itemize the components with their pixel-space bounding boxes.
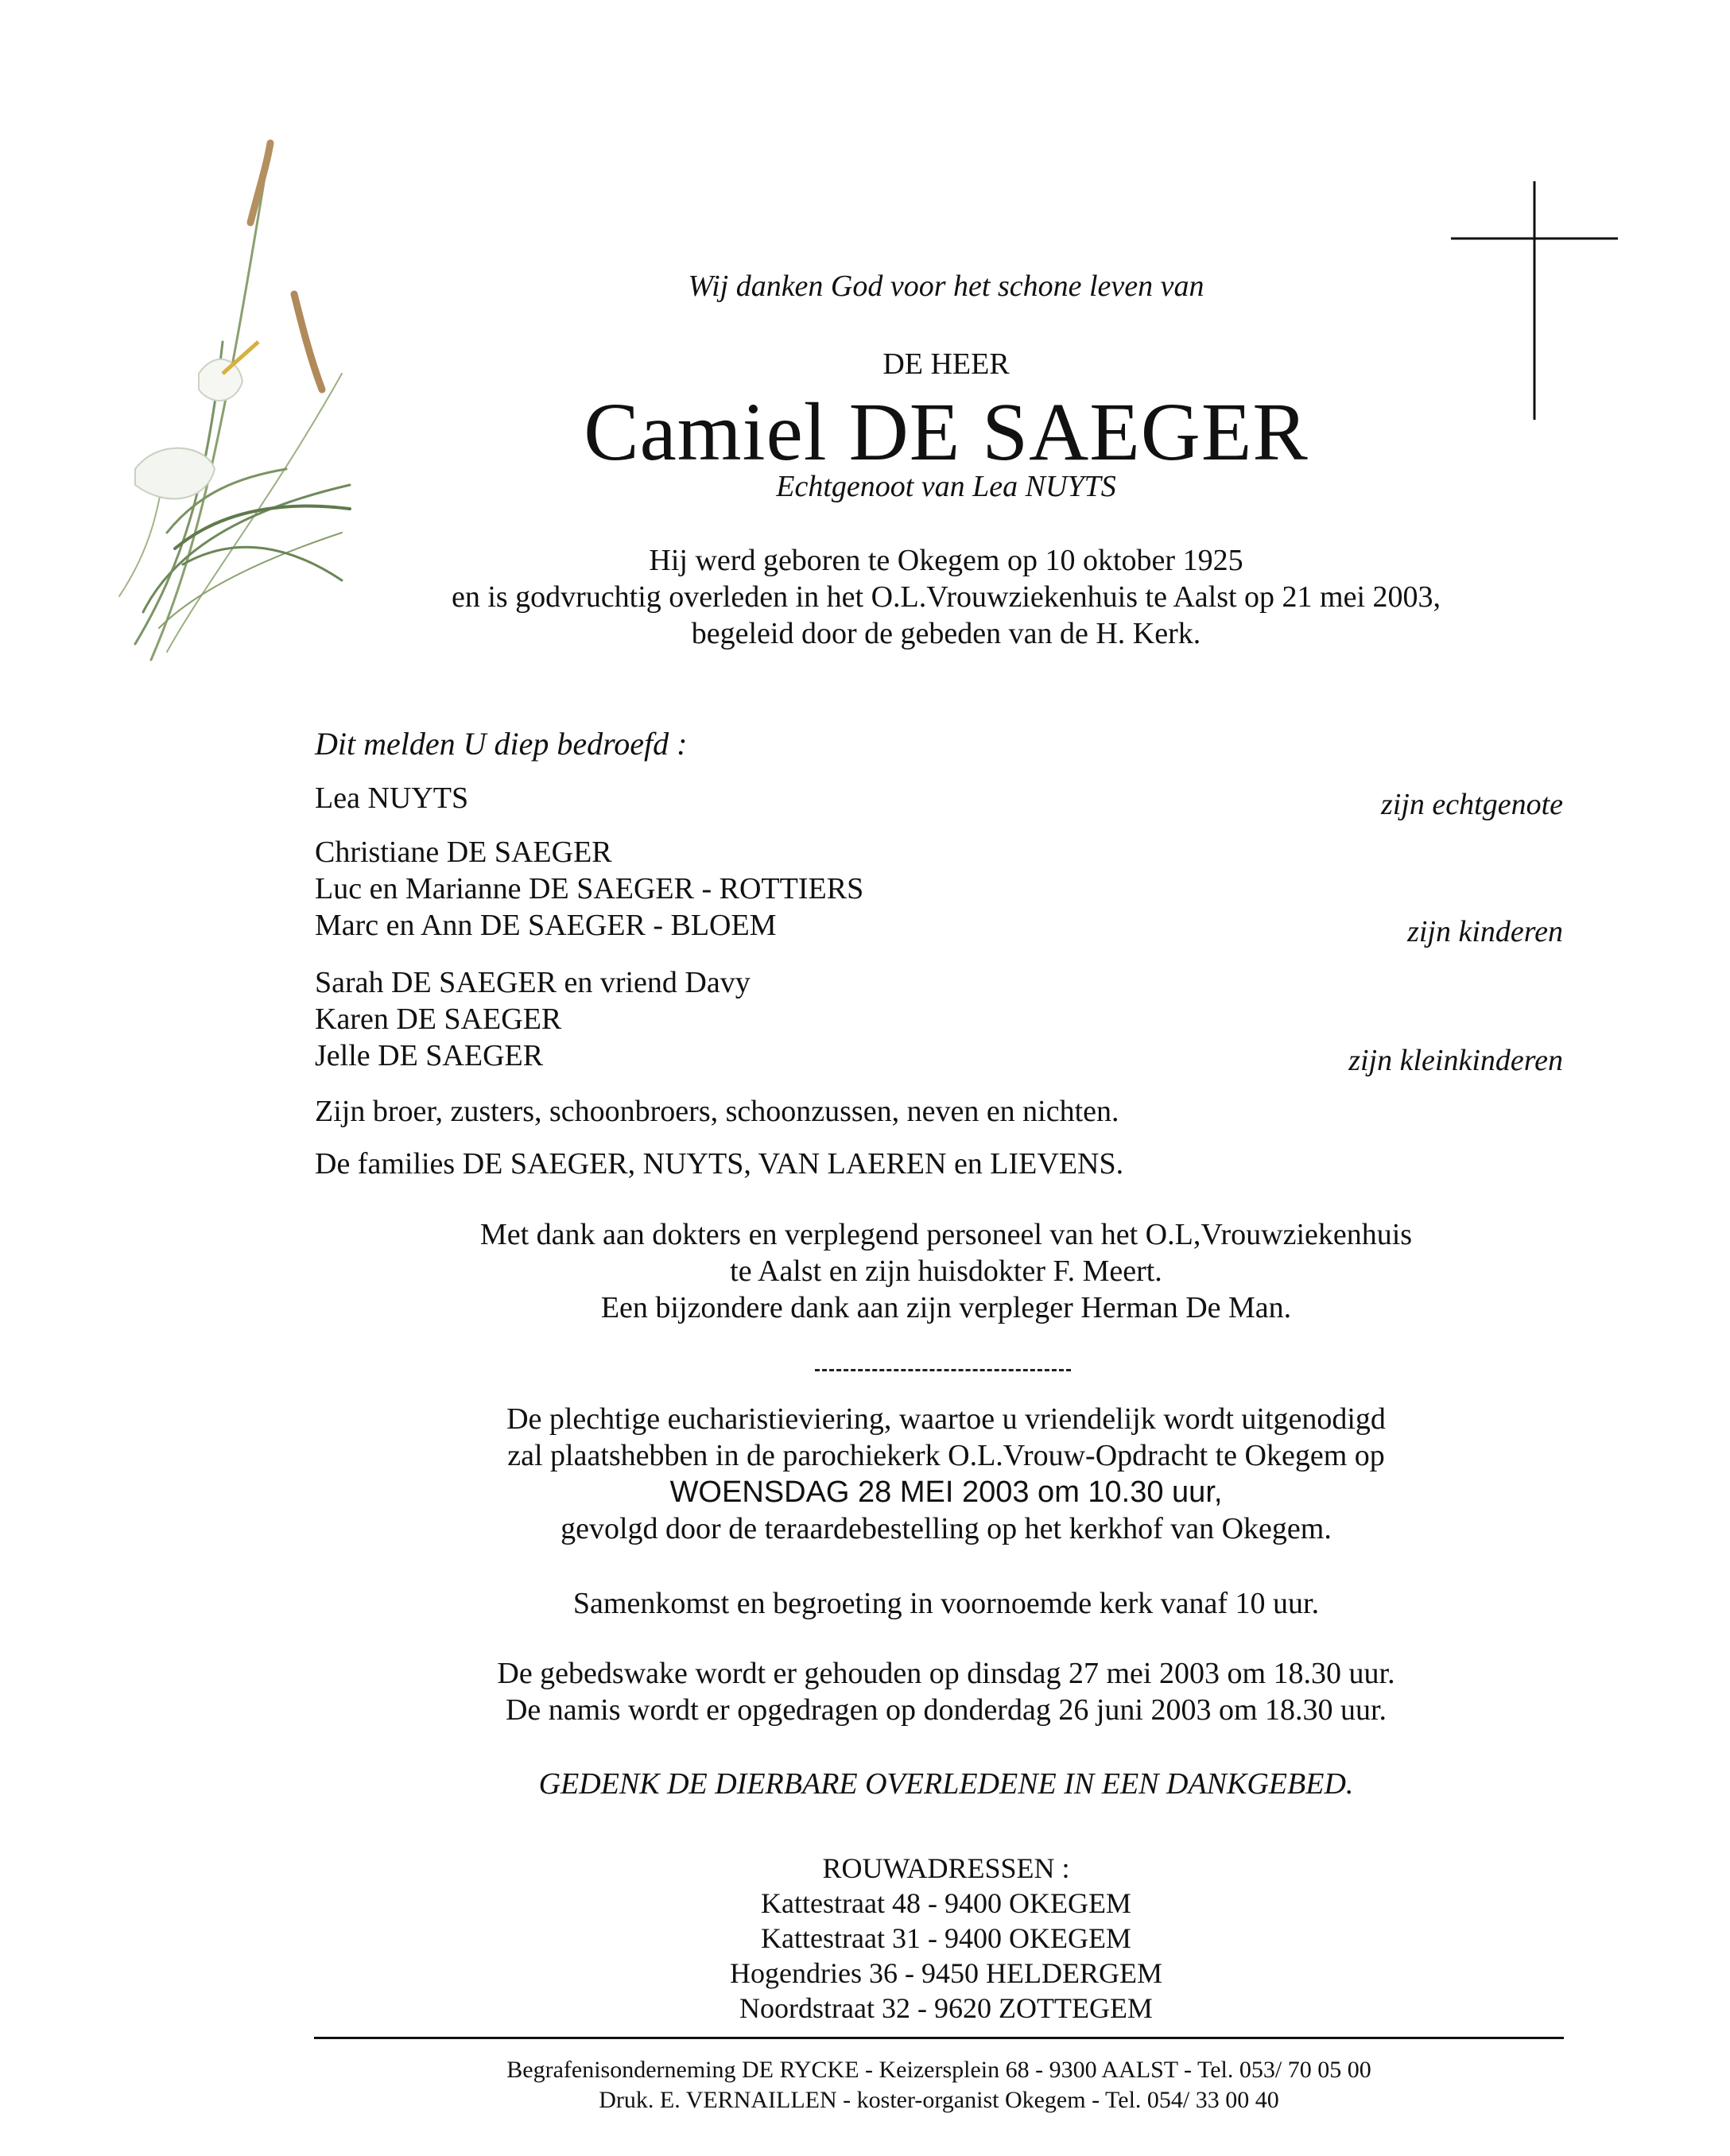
- death-line: en is godvruchtig overleden in het O.L.Vrouwziekenhuis te Aalst op 21 mei 2003,: [451, 580, 1441, 614]
- deceased-name: Camiel DE SAEGER: [584, 386, 1309, 478]
- birth-death-info: [350, 542, 1542, 652]
- spouse-line: Echtgenoot van Lea NUYTS: [776, 470, 1116, 503]
- family-children-role: zijn kinderen: [1407, 915, 1563, 948]
- thanks-block: [350, 1216, 1542, 1326]
- family-grandchild: Jelle DE SAEGER: [315, 1039, 544, 1072]
- family-grandchild: Karen DE SAEGER: [315, 1002, 562, 1036]
- remember-line: GEDENK DE DIERBARE OVERLEDENE IN EEN DANKGEBED.: [538, 1767, 1354, 1801]
- mass-info: [350, 1401, 1542, 1547]
- mass-line: De plechtige eucharistieviering, waartoe u vriendelijk wordt uitgenodigd: [506, 1402, 1386, 1436]
- family-grandchild: Sarah DE SAEGER en vriend Davy: [315, 966, 751, 999]
- birth-line: Hij werd geboren te Okegem op 10 oktober 1925: [649, 544, 1243, 577]
- address-item: Noordstraat 32 - 9620 ZOTTEGEM: [739, 1992, 1153, 2024]
- footer-undertaker: Begrafenisonderneming DE RYCKE - Keizersplein 68 - 9300 AALST - Tel. 053/ 70 05 00: [506, 2057, 1371, 2083]
- namis-line: De namis wordt er opgedragen op donderdag 26 juni 2003 om 18.30 uur.: [505, 1693, 1387, 1727]
- mourning-addresses: [477, 1851, 1415, 2026]
- mass-date: WOENSDAG 28 MEI 2003 om 10.30 uur,: [669, 1475, 1223, 1509]
- wake-line: De gebedswake wordt er gehouden op dinsdag 27 mei 2003 om 18.30 uur.: [497, 1657, 1395, 1690]
- mass-line: gevolgd door de teraardebestelling op het kerkhof van Okegem.: [561, 1512, 1332, 1545]
- address-item: Hogendries 36 - 9450 HELDERGEM: [730, 1957, 1162, 1989]
- address-item: Kattestraat 48 - 9400 OKEGEM: [761, 1887, 1131, 1919]
- honorific: DE HEER: [882, 347, 1010, 381]
- gathering-line: Samenkomst en begroeting in voornoemde kerk vanaf 10 uur.: [572, 1587, 1320, 1620]
- family-grandchildren-role: zijn kleinkinderen: [1348, 1044, 1563, 1077]
- thanks-line: Een bijzondere dank aan zijn verpleger Herman De Man.: [600, 1291, 1292, 1324]
- family-child: Christiane DE SAEGER: [315, 836, 612, 869]
- family-spouse-role: zijn echtgenote: [1381, 788, 1563, 821]
- addresses-title: ROUWADRESSEN :: [822, 1852, 1070, 1884]
- announcement: Dit melden U diep bedroefd :: [315, 726, 688, 762]
- family-relatives: Zijn broer, zusters, schoonbroers, schoonzussen, neven en nichten.: [315, 1095, 1119, 1128]
- footer-rule: [314, 2037, 1564, 2039]
- family-families: De families DE SAEGER, NUYTS, VAN LAEREN en LIEVENS.: [315, 1147, 1124, 1181]
- thanks-line: Met dank aan dokters en verplegend personeel van het O.L,Vrouwziekenhuis: [479, 1218, 1413, 1251]
- wake-info: [350, 1655, 1542, 1728]
- family-child: Luc en Marianne DE SAEGER - ROTTIERS: [315, 872, 864, 905]
- calla-lily-wheat-icon: [87, 135, 358, 676]
- footer-printer: Druk. E. VERNAILLEN - koster-organist Okegem - Tel. 054/ 33 00 40: [599, 2087, 1279, 2113]
- intro-line: Wij danken God voor het schone leven van: [688, 270, 1204, 303]
- address-item: Kattestraat 31 - 9400 OKEGEM: [761, 1922, 1131, 1954]
- dashed-separator: [815, 1369, 1071, 1371]
- thanks-line: te Aalst en zijn huisdokter F. Meert.: [730, 1254, 1162, 1288]
- family-spouse-name: Lea NUYTS: [315, 781, 469, 815]
- family-child: Marc en Ann DE SAEGER - BLOEM: [315, 909, 777, 942]
- mass-line: zal plaatshebben in de parochiekerk O.L.Vrouw-Opdracht te Okegem op: [507, 1439, 1385, 1472]
- footer: [314, 2055, 1564, 2115]
- church-line: begeleid door de gebeden van de H. Kerk.: [691, 617, 1201, 650]
